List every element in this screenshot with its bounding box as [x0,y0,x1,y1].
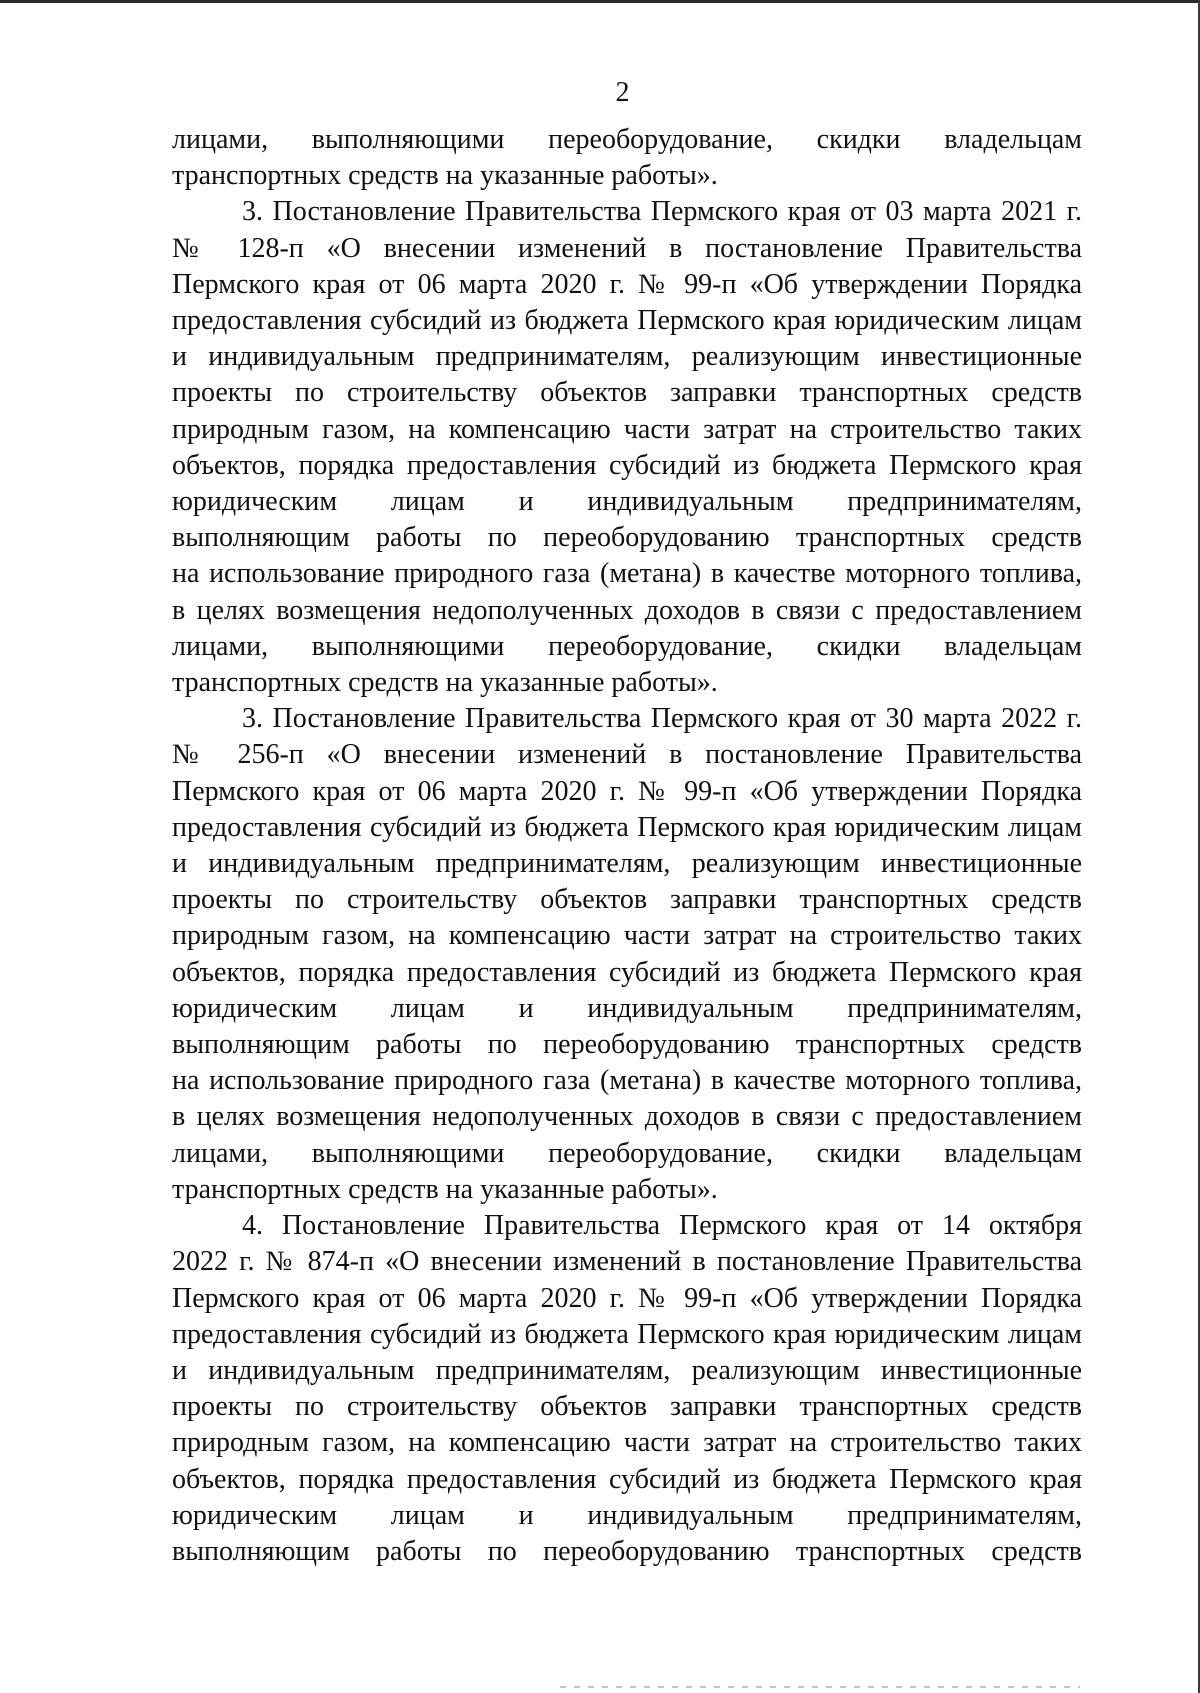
text-line: и индивидуальным предпринимателям, реализующим инвестиционные [172,341,1082,373]
text-line: предоставления субсидий из бюджета Пермского края юридическим лицам [172,1318,1082,1350]
text-line: в целях возмещения недополученных доходов в связи с предоставлением [172,594,1082,626]
text-line: в целях возмещения недополученных доходов в связи с предоставлением [172,1101,1082,1133]
text-line: транспортных средств на указанные работы». [172,160,718,192]
paragraph-item-3a [172,194,1082,701]
text-line: юридическим лицам и индивидуальным предпринимателям, [172,486,1082,518]
text-line: 3. Постановление Правительства Пермского края от 30 марта 2022 г. [242,703,1082,735]
text-line: транспортных средств на указанные работы». [172,667,718,699]
text-line: Пермского края от 06 марта 2020 г. № 99-п «Об утверждении Порядка [172,268,1082,300]
text-line: 4. Постановление Правительства Пермского края от 14 октября [242,1210,1082,1242]
paragraph-continuation [172,122,1082,194]
text-line: проекты по строительству объектов заправки транспортных средств [172,1391,1082,1423]
text-line: на использование природного газа (метана) в качестве моторного топлива, [172,558,1082,590]
text-line: Пермского края от 06 марта 2020 г. № 99-п «Об утверждении Порядка [172,775,1082,807]
paragraph-item-4 [172,1208,1082,1570]
text-line: природным газом, на компенсацию части затрат на строительство таких [172,920,1082,952]
text-line: № 128-п «О внесении изменений в постановление Правительства [172,232,1082,264]
text-line: лицами, выполняющими переоборудование, скидки владельцам [172,630,1082,662]
text-line: проекты по строительству объектов заправки транспортных средств [172,377,1082,409]
text-line: природным газом, на компенсацию части затрат на строительство таких [172,413,1082,445]
text-line: и индивидуальным предпринимателям, реализующим инвестиционные [172,848,1082,880]
text-line: юридическим лицам и индивидуальным предпринимателям, [172,992,1082,1024]
document-body [172,122,1082,1570]
text-line: 3. Постановление Правительства Пермского края от 03 марта 2021 г. [242,196,1082,228]
scan-noise-bottom [560,1686,1080,1688]
text-line: на использование природного газа (метана) в качестве моторного топлива, [172,1065,1082,1097]
text-line: проекты по строительству объектов заправки транспортных средств [172,884,1082,916]
text-line: предоставления субсидий из бюджета Пермского края юридическим лицам [172,811,1082,843]
text-line: Пермского края от 06 марта 2020 г. № 99-п «Об утверждении Порядка [172,1282,1082,1314]
text-line: юридическим лицам и индивидуальным предпринимателям, [172,1499,1082,1531]
text-line: выполняющим работы по переоборудованию транспортных средств [172,1029,1082,1061]
text-line: объектов, порядка предоставления субсидий из бюджета Пермского края [172,956,1082,988]
text-line: транспортных средств на указанные работы». [172,1173,718,1205]
text-line: и индивидуальным предпринимателям, реализующим инвестиционные [172,1354,1082,1386]
text-line: предоставления субсидий из бюджета Пермского края юридическим лицам [172,305,1082,337]
text-line: лицами, выполняющими переоборудование, скидки владельцам [172,124,1082,155]
text-line: выполняющим работы по переоборудованию транспортных средств [172,1535,1082,1567]
text-line: № 256-п «О внесении изменений в постановление Правительства [172,739,1082,771]
text-line: объектов, порядка предоставления субсидий из бюджета Пермского края [172,1463,1082,1495]
text-line: выполняющим работы по переоборудованию транспортных средств [172,522,1082,554]
text-line: лицами, выполняющими переоборудование, скидки владельцам [172,1137,1082,1169]
paragraph-item-3b [172,701,1082,1208]
text-line: природным газом, на компенсацию части затрат на строительство таких [172,1427,1082,1459]
page-number: 2 [615,77,630,108]
scan-edge-top [0,0,1200,3]
text-line: объектов, порядка предоставления субсидий из бюджета Пермского края [172,449,1082,481]
text-line: 2022 г. № 874-п «О внесении изменений в постановление Правительства [172,1246,1082,1278]
